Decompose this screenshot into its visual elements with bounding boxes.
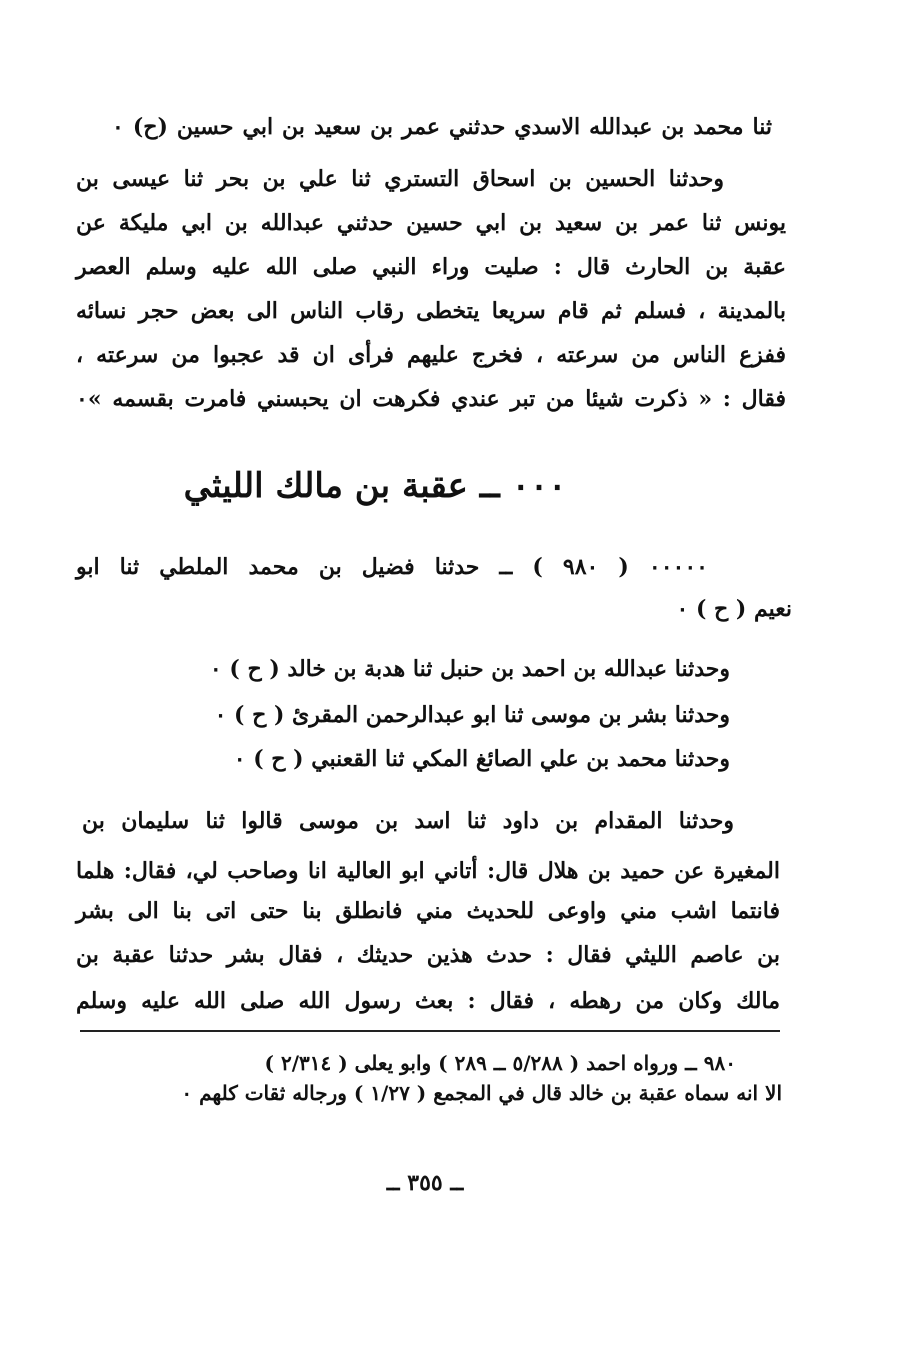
text-line: نعيم ( ح ) ٠ xyxy=(676,596,792,622)
text-line: وحدثنا الحسين بن اسحاق التستري ثنا علي بن بحر ثنا عيسى بن xyxy=(76,166,724,192)
text-line: عقبة بن الحارث قال : صليت وراء النبي صلى الله عليه وسلم العصر xyxy=(76,254,786,280)
text-line: وحدثنا عبدالله بن احمد بن حنبل ثنا هدبة بن خالد ( ح ) ٠ xyxy=(209,656,730,682)
footnote-line: الا انه سماه عقبة بن خالد قال في المجمع ( ١/٢٧ ) ورجاله ثقات كلهم ٠ xyxy=(181,1081,782,1105)
text-line: يونس ثنا عمر بن سعيد بن ابي حسين حدثني عبدالله بن ابي مليكة عن xyxy=(76,210,786,236)
footnote-line: ٩٨٠ ــ ورواه احمد ( ٥/٢٨٨ ــ ٢٨٩ ) وابو يعلى ( ٢/٣١٤ ) xyxy=(264,1051,736,1075)
page-number: ــ ٣٥٥ ــ xyxy=(386,1170,464,1196)
text-line: بن عاصم الليثي فقال : حدث هذين حديثك ، فقال بشر حدثنا عقبة بن xyxy=(76,942,780,968)
text-line: وحدثنا المقدام بن داود ثنا اسد بن موسى قالوا ثنا سليمان بن xyxy=(82,808,734,834)
section-heading: ٠٠٠ ــ عقبة بن مالك الليثي xyxy=(183,466,567,506)
text-line: ففزع الناس من سرعته ، فخرج عليهم فرأى ان قد عجبوا من سرعته ، xyxy=(76,342,786,368)
footnote-separator xyxy=(80,1030,780,1032)
text-line: ثنا محمد بن عبدالله الاسدي حدثني عمر بن سعيد بن ابي حسين (ح) ٠ xyxy=(112,114,772,140)
text-line: وحدثنا بشر بن موسى ثنا ابو عبدالرحمن المقرئ ( ح ) ٠ xyxy=(214,702,730,728)
text-line: فقال : « ذكرت شيئا من تبر عندي فكرهت ان يحبسني فامرت بقسمه »٠ xyxy=(76,386,786,412)
text-line: فانتما اشب مني واوعى للحديث مني فانطلق بنا حتى اتى بنا الى بشر xyxy=(76,898,780,924)
text-line: بالمدينة ، فسلم ثم قام سريعا يتخطى رقاب الناس الى بعض حجر نسائه xyxy=(76,298,786,324)
text-line: ٠٠٠٠٠ ( ٩٨٠ ) ــ حدثنا فضيل بن محمد الملطي ثنا ابو xyxy=(76,554,708,580)
text-line: وحدثنا محمد بن علي الصائغ المكي ثنا القعنبي ( ح ) ٠ xyxy=(233,746,730,772)
text-line: المغيرة عن حميد بن هلال قال: أتاني ابو العالية انا وصاحب لي، فقال: هلما xyxy=(76,858,780,884)
text-line: مالك وكان من رهطه ، فقال : بعث رسول الله صلى الله عليه وسلم xyxy=(76,988,780,1014)
